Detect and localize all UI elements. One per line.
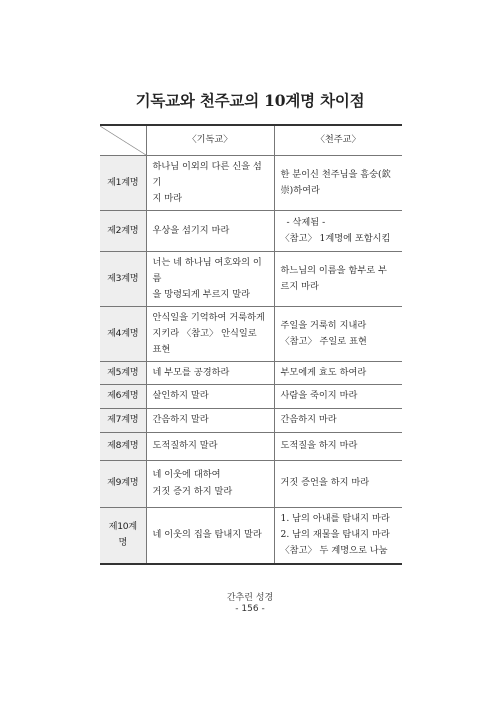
cell-line: 안식일을 기억하여 거룩하게 xyxy=(152,312,265,324)
comparison-table xyxy=(100,124,402,565)
table-row xyxy=(100,507,402,564)
protestant-cell xyxy=(146,460,274,507)
protestant-cell xyxy=(146,251,274,306)
header-catholic: 〈천주교〉 xyxy=(274,125,402,155)
cell-line: 한 분이신 천주님을 흠숭(欽 xyxy=(280,168,391,180)
catholic-cell xyxy=(274,408,402,432)
table-row xyxy=(100,210,402,251)
catholic-cell xyxy=(274,307,402,362)
commandment-number: 제4계명 xyxy=(100,307,146,362)
cell-line: 2. 남의 재물을 탐내지 마라 xyxy=(280,529,390,541)
book-title: 간추린 성경 xyxy=(226,593,274,603)
cell-line: 1. 남의 아내를 탐내지 마라 xyxy=(280,513,390,525)
table-row xyxy=(100,251,402,306)
commandment-number: 제6계명 xyxy=(100,385,146,408)
table-row xyxy=(100,155,402,210)
commandment-number: 제1계명 xyxy=(100,155,146,210)
catholic-cell xyxy=(274,460,402,507)
cell-line: 지키라 〈참고〉 안식일로 표현 xyxy=(152,328,257,356)
cell-line: 을 망령되게 부르지 말라 xyxy=(152,288,251,300)
table-row xyxy=(100,460,402,507)
cell-line: 〈참고〉 두 계명으로 나눔 xyxy=(280,545,388,557)
cell-line: 〈참고〉 주일로 표현 xyxy=(280,336,367,348)
page-title: 기독교와 천주교의 10계명 차이점 xyxy=(135,91,365,110)
catholic-cell xyxy=(274,155,402,210)
cell-line: 간음하지 말라 xyxy=(152,413,209,425)
cell-line: 네 부모를 공경하라 xyxy=(152,367,230,379)
cell-line: 하나님 이외의 다른 신을 섬기 xyxy=(152,160,262,188)
table-row xyxy=(100,307,402,362)
protestant-cell xyxy=(146,155,274,210)
catholic-cell xyxy=(274,210,402,251)
commandment-number: 제8계명 xyxy=(100,432,146,460)
cell-line: 부모에게 효도 하여라 xyxy=(280,367,367,379)
cell-line: 거짓 증거 하지 말라 xyxy=(152,485,233,497)
protestant-cell xyxy=(146,385,274,408)
cell-line: 간음하지 마라 xyxy=(280,413,337,425)
cell-line: 너는 네 하나님 여호와의 이름 xyxy=(152,256,262,284)
cell-line: 지 마라 xyxy=(152,192,183,204)
table-row xyxy=(100,432,402,460)
cell-line: 네 이웃의 집을 탐내지 말라 xyxy=(152,529,262,541)
commandment-number: 제9계명 xyxy=(100,460,146,507)
cell-line: 하느님의 이름을 함부로 부 xyxy=(280,264,387,276)
table-body xyxy=(100,155,402,564)
table-row xyxy=(100,362,402,385)
header-protestant: 〈기독교〉 xyxy=(146,125,274,155)
cell-line: 거짓 증언을 하지 마라 xyxy=(280,477,370,489)
protestant-cell xyxy=(146,362,274,385)
cell-line: 우상을 섬기지 마라 xyxy=(152,224,230,236)
cell-line: 네 이웃에 대하여 xyxy=(152,469,221,481)
commandment-number: 제3계명 xyxy=(100,251,146,306)
protestant-cell xyxy=(146,432,274,460)
cell-line: 사람을 죽이지 마라 xyxy=(280,390,358,402)
protestant-cell xyxy=(146,210,274,251)
table-row xyxy=(100,385,402,408)
cell-line: 崇)하여라 xyxy=(280,184,320,196)
commandment-number: 제2계명 xyxy=(100,210,146,251)
cell-line: 〈참고〉 1계명에 포함시킴 xyxy=(280,232,391,244)
corner-cell xyxy=(100,125,146,155)
commandment-number: 제5계명 xyxy=(100,362,146,385)
protestant-cell xyxy=(146,307,274,362)
cell-line: - 삭제됨 - xyxy=(286,216,326,228)
catholic-cell xyxy=(274,385,402,408)
commandment-number: 제7계명 xyxy=(100,408,146,432)
catholic-cell xyxy=(274,507,402,564)
catholic-cell xyxy=(274,251,402,306)
table-row xyxy=(100,408,402,432)
cell-line: 도적질을 하지 마라 xyxy=(280,439,358,451)
cell-line: 도적질하지 말라 xyxy=(152,439,218,451)
cell-line: 살인하지 말라 xyxy=(152,390,209,402)
cell-line: 주일을 거룩히 지내라 xyxy=(280,320,367,332)
catholic-cell xyxy=(274,432,402,460)
commandment-number: 제10계명 xyxy=(100,507,146,564)
protestant-cell xyxy=(146,408,274,432)
protestant-cell xyxy=(146,507,274,564)
catholic-cell xyxy=(274,362,402,385)
cell-line: 르지 마라 xyxy=(280,280,319,292)
page-number: - 156 - xyxy=(235,604,265,614)
